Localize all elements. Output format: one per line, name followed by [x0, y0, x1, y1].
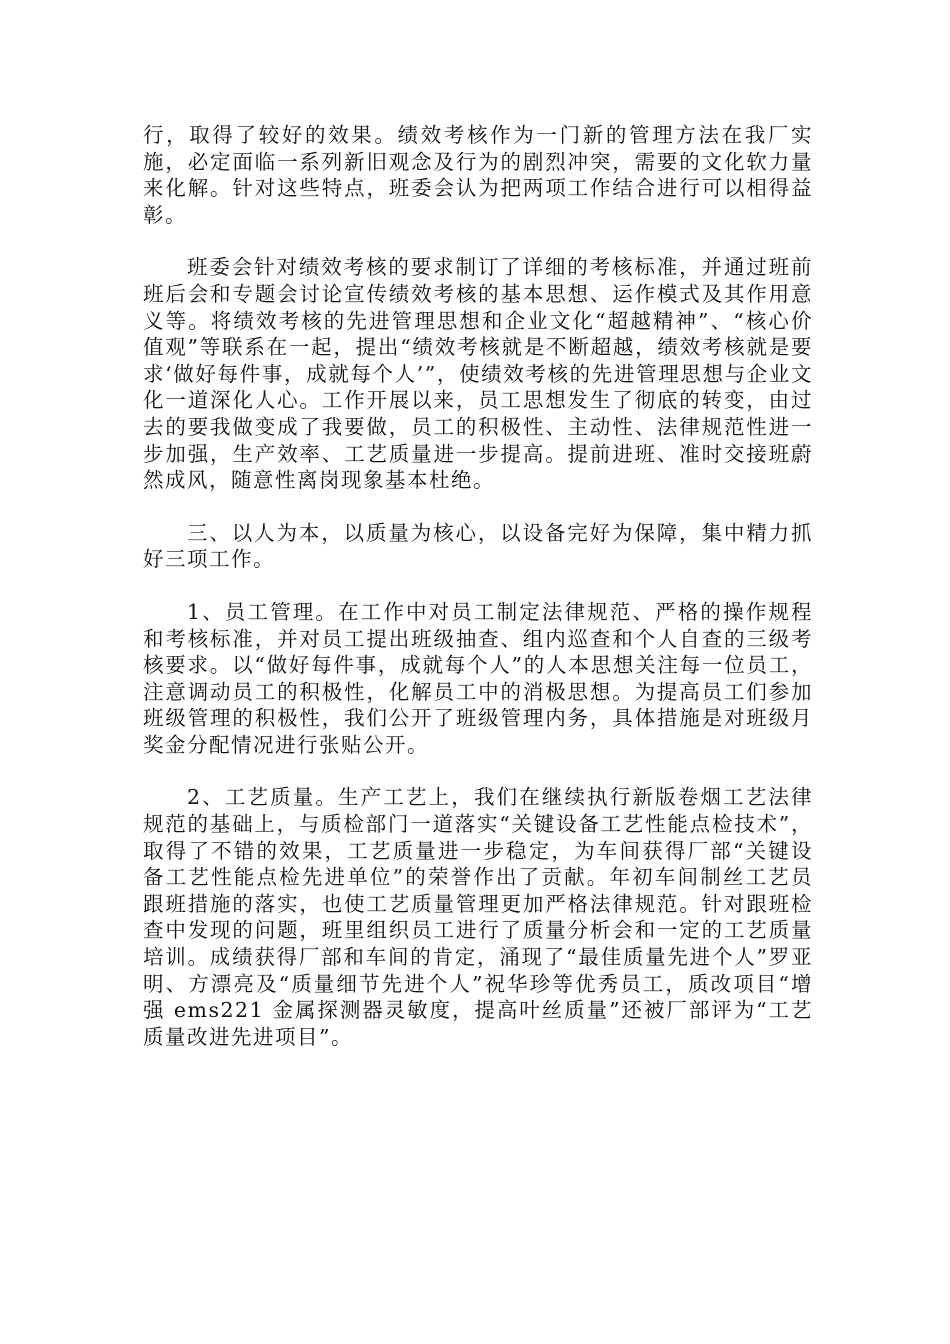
paragraph-continuation: 行，取得了较好的效果。绩效考核作为一门新的管理方法在我厂实施，必定面临一系列新旧观念及行为的剧烈冲突，需要的文化软力量来化解。针对这些特点，班委会认为把两项工作结合进行可以相得益彰。: [143, 123, 813, 227]
section-heading-three: 三、以人为本，以质量为核心，以设备完好为保障，集中精力抓好三项工作。: [143, 520, 813, 572]
paragraph-employee-management: 1、员工管理。在工作中对员工制定法律规范、严格的操作规程和考核标准，并对员工提出班级抽查、组内巡查和个人自查的三级考核要求。以“做好每件事，成就每个人”的人本思想关注每一位员工，注意调动员工的积极性，化解员工中的消极思想。为提高员工们参加班级管理的积极性，我们公开了班级管理内务，具体措施是对班级月奖金分配情况进行张贴公开。: [143, 599, 813, 757]
paragraph-performance-assessment: 班委会针对绩效考核的要求制订了详细的考核标准，并通过班前班后会和专题会讨论宣传绩效考核的基本思想、运作模式及其作用意义等。将绩效考核的先进管理思想和企业文化“超越精神”、“核心价值观”等联系在一起，提出“绩效考核就是不断超越，绩效考核就是要求‘做好每件事，成就每个人’”，使绩效考核的先进管理思想与企业文化一道深化人心。工作开展以来，员工思想发生了彻底的转变，由过去的要我做变成了我要做，员工的积极性、主动性、法律规范性进一步加强，生产效率、工艺质量进一步提高。提前进班、准时交接班蔚然成风，随意性离岗现象基本杜绝。: [143, 255, 813, 493]
document-body: [143, 122, 813, 1076]
paragraph-process-quality: 2、工艺质量。生产工艺上，我们在继续执行新版卷烟工艺法律规范的基础上，与质检部门一道落实“关键设备工艺性能点检技术”，取得了不错的效果，工艺质量进一步稳定，为车间获得厂部“关键设备工艺性能点检先进单位”的荣誉作出了贡献。年初车间制丝工艺员跟班措施的落实，也使工艺质量管理更加严格法律规范。针对跟班检查中发现的问题，班里组织员工进行了质量分析会和一定的工艺质量培训。成绩获得厂部和车间的肯定，涌现了“最佳质量先进个人”罗亚明、方漂亮及“质量细节先进个人”祝华珍等优秀员工，质改项目“增强 ems221 金属探测器灵敏度，提高叶丝质量”还被厂部评为“工艺质量改进先进项目”。: [143, 785, 813, 1049]
